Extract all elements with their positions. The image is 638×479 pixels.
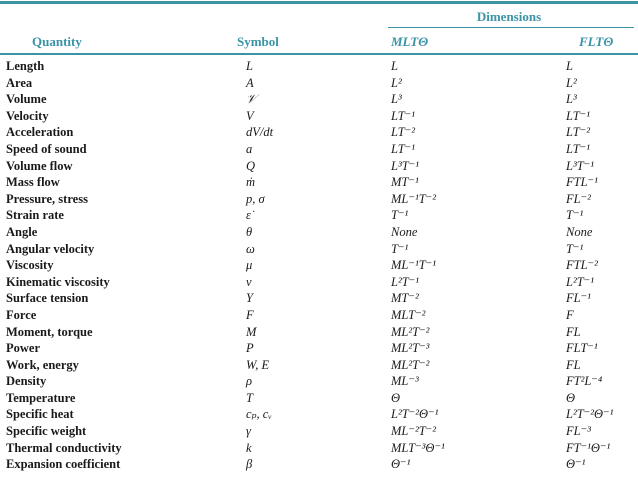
flt-column-header: FLTΘ bbox=[579, 34, 614, 49]
quantity-cell: Strain rate bbox=[6, 208, 64, 223]
flt-dimension-cell: FL⁻³ bbox=[566, 424, 591, 439]
flt-dimension-cell: T⁻¹ bbox=[566, 241, 584, 256]
quantity-cell: Volume flow bbox=[6, 158, 73, 173]
table-row bbox=[0, 357, 638, 374]
symbol-cell: Υ bbox=[246, 291, 253, 306]
quantity-cell: Work, energy bbox=[6, 357, 79, 372]
quantity-cell: Angular velocity bbox=[6, 241, 95, 256]
symbol-cell: A bbox=[246, 75, 254, 90]
symbol-cell: a bbox=[246, 141, 253, 156]
quantity-cell: Speed of sound bbox=[6, 141, 87, 156]
table-row bbox=[0, 108, 638, 125]
table-row bbox=[0, 224, 638, 241]
symbol-cell: γ bbox=[246, 424, 251, 439]
symbol-cell: ω bbox=[246, 241, 255, 256]
quantity-cell: Acceleration bbox=[6, 125, 74, 140]
table-row bbox=[0, 423, 638, 440]
mlt-dimension-cell: ML⁻³ bbox=[391, 374, 419, 389]
mlt-dimension-cell: T⁻¹ bbox=[391, 208, 409, 223]
quantity-cell: Volume bbox=[6, 92, 47, 107]
quantity-cell: Temperature bbox=[6, 390, 76, 405]
table-row bbox=[0, 75, 638, 92]
table-body bbox=[0, 58, 638, 473]
symbol-cell: M bbox=[246, 324, 257, 339]
quantity-cell: Surface tension bbox=[6, 291, 89, 306]
mlt-dimension-cell: Θ bbox=[391, 390, 401, 405]
table-row bbox=[0, 257, 638, 274]
mlt-dimension-cell: MLT⁻² bbox=[391, 307, 426, 322]
mlt-dimension-cell: ML²T⁻² bbox=[391, 357, 430, 372]
quantity-cell: Area bbox=[6, 75, 33, 90]
quantity-cell: Force bbox=[6, 307, 37, 322]
quantity-cell: Angle bbox=[6, 224, 38, 239]
flt-dimension-cell: Θ⁻¹ bbox=[566, 457, 586, 472]
mlt-dimension-cell: MT⁻¹ bbox=[391, 175, 419, 190]
mlt-dimension-cell: L³T⁻¹ bbox=[391, 158, 419, 173]
flt-dimension-cell: L²T⁻¹ bbox=[566, 274, 594, 289]
flt-dimension-cell: FT²L⁻⁴ bbox=[566, 374, 603, 389]
symbol-cell: L bbox=[246, 59, 253, 73]
mlt-dimension-cell: L²T⁻¹ bbox=[391, 274, 419, 289]
quantity-cell: Pressure, stress bbox=[6, 191, 88, 206]
flt-dimension-cell: LT⁻¹ bbox=[566, 108, 590, 123]
table-row bbox=[0, 307, 638, 324]
flt-dimension-cell: LT⁻¹ bbox=[566, 141, 590, 156]
table-row bbox=[0, 124, 638, 141]
symbol-cell: F bbox=[246, 307, 254, 322]
flt-dimension-cell: LT⁻² bbox=[566, 125, 590, 140]
table-row bbox=[0, 191, 638, 208]
table-row bbox=[0, 174, 638, 191]
table-row bbox=[0, 141, 638, 158]
quantity-cell: Mass flow bbox=[6, 175, 60, 190]
mlt-dimension-cell: MT⁻² bbox=[391, 291, 419, 306]
table-row bbox=[0, 406, 638, 423]
quantity-cell: Expansion coefficient bbox=[6, 457, 121, 472]
top-rule bbox=[0, 1, 638, 4]
mlt-dimension-cell: LT⁻² bbox=[391, 125, 415, 140]
mlt-dimension-cell: L² bbox=[391, 75, 402, 90]
table-row bbox=[0, 324, 638, 341]
table-row bbox=[0, 290, 638, 307]
symbol-cell: dV/dt bbox=[246, 125, 274, 140]
mlt-dimension-cell: LT⁻¹ bbox=[391, 141, 415, 156]
flt-dimension-cell: L³T⁻¹ bbox=[566, 158, 594, 173]
flt-dimension-cell: F bbox=[566, 307, 574, 322]
flt-dimension-cell: FL bbox=[566, 324, 581, 339]
symbol-cell: θ bbox=[246, 224, 253, 239]
quantity-cell: Velocity bbox=[6, 108, 49, 123]
quantity-cell: Thermal conductivity bbox=[6, 440, 122, 455]
table-row bbox=[0, 274, 638, 291]
symbol-cell: V bbox=[246, 108, 254, 123]
dimensions-rule bbox=[388, 27, 634, 28]
symbol-cell: μ bbox=[246, 258, 253, 273]
mlt-dimension-cell: LT⁻¹ bbox=[391, 108, 415, 123]
table-row bbox=[0, 91, 638, 108]
flt-dimension-cell: L²T⁻²Θ⁻¹ bbox=[566, 407, 614, 422]
table-row bbox=[0, 373, 638, 390]
mlt-dimension-cell: None bbox=[391, 224, 418, 239]
quantity-cell: Moment, torque bbox=[6, 324, 93, 339]
symbol-cell: k bbox=[246, 440, 252, 455]
quantity-cell: Power bbox=[6, 341, 41, 356]
mlt-dimension-cell: L²T⁻²Θ⁻¹ bbox=[391, 407, 439, 422]
flt-dimension-cell: FL⁻² bbox=[566, 191, 591, 206]
mlt-dimension-cell: ML²T⁻² bbox=[391, 324, 430, 339]
symbol-cell: cₚ, cᵥ bbox=[246, 407, 272, 422]
flt-dimension-cell: FL⁻¹ bbox=[566, 291, 591, 306]
flt-dimension-cell: FLT⁻¹ bbox=[566, 341, 598, 356]
quantity-cell: Length bbox=[6, 59, 45, 73]
symbol-cell: ṁ bbox=[246, 175, 256, 190]
flt-dimension-cell: FT⁻¹Θ⁻¹ bbox=[566, 440, 611, 455]
table-row bbox=[0, 58, 638, 75]
flt-dimension-cell: None bbox=[566, 224, 593, 239]
mlt-dimension-cell: T⁻¹ bbox=[391, 241, 409, 256]
symbol-cell: ρ bbox=[246, 374, 252, 389]
table-row bbox=[0, 207, 638, 224]
quantity-cell: Specific weight bbox=[6, 424, 87, 439]
symbol-cell: Q bbox=[246, 158, 256, 173]
table-row bbox=[0, 456, 638, 473]
quantity-cell: Viscosity bbox=[6, 258, 54, 273]
symbol-cell: 𝒱 bbox=[246, 92, 257, 107]
flt-dimension-cell: FTL⁻² bbox=[566, 258, 598, 273]
quantity-column-header: Quantity bbox=[32, 34, 82, 49]
table-row bbox=[0, 440, 638, 457]
flt-dimension-cell: L² bbox=[566, 75, 577, 90]
symbol-cell: p, σ bbox=[246, 191, 265, 206]
mlt-dimension-cell: MLT⁻³Θ⁻¹ bbox=[391, 440, 445, 455]
table-row bbox=[0, 390, 638, 407]
quantity-cell: Specific heat bbox=[6, 407, 74, 422]
dimensions-header: Dimensions bbox=[476, 9, 542, 24]
mlt-dimension-cell: ML²T⁻³ bbox=[391, 341, 430, 356]
symbol-column-header: Symbol bbox=[237, 34, 279, 49]
mlt-dimension-cell: ML⁻¹T⁻² bbox=[391, 191, 437, 206]
flt-dimension-cell: L bbox=[566, 59, 573, 73]
mlt-dimension-cell: ML⁻²T⁻² bbox=[391, 424, 437, 439]
symbol-cell: β bbox=[246, 457, 253, 472]
symbol-cell: ε̇ bbox=[246, 208, 251, 223]
mlt-dimension-cell: L bbox=[391, 59, 398, 73]
mlt-dimension-cell: ML⁻¹T⁻¹ bbox=[391, 258, 437, 273]
table-row bbox=[0, 340, 638, 357]
symbol-cell: P bbox=[246, 341, 254, 356]
table-row bbox=[0, 241, 638, 258]
flt-dimension-cell: T⁻¹ bbox=[566, 208, 584, 223]
mlt-dimension-cell: L³ bbox=[391, 92, 402, 107]
mlt-column-header: MLTΘ bbox=[391, 34, 429, 49]
flt-dimension-cell: FL bbox=[566, 357, 581, 372]
flt-dimension-cell: Θ bbox=[566, 390, 576, 405]
flt-dimension-cell: FTL⁻¹ bbox=[566, 175, 598, 190]
flt-dimension-cell: L³ bbox=[566, 92, 577, 107]
quantity-cell: Density bbox=[6, 374, 47, 389]
symbol-cell: T bbox=[246, 390, 253, 405]
header-rule bbox=[0, 53, 638, 55]
table-row bbox=[0, 158, 638, 175]
quantity-cell: Kinematic viscosity bbox=[6, 274, 110, 289]
symbol-cell: W, E bbox=[246, 357, 270, 372]
symbol-cell: ν bbox=[246, 274, 252, 289]
mlt-dimension-cell: Θ⁻¹ bbox=[391, 457, 411, 472]
